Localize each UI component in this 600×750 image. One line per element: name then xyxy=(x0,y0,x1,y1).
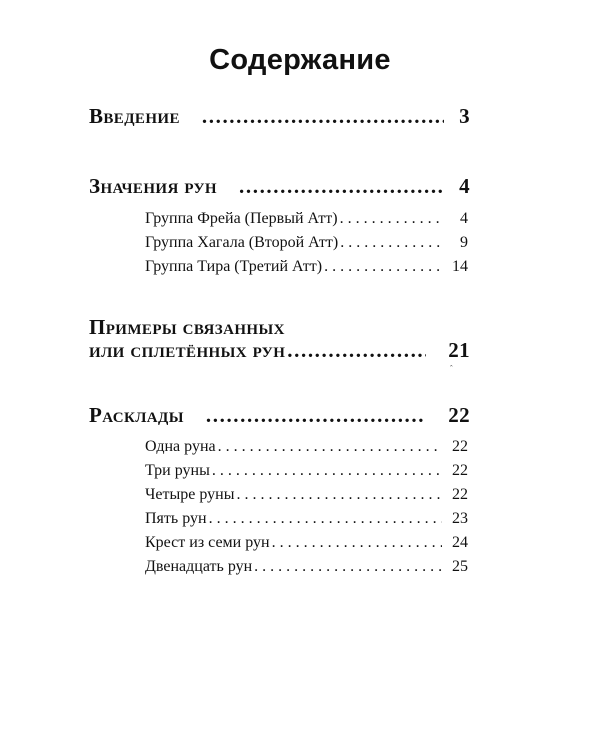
toc-section-label: Расклады xyxy=(89,403,184,427)
toc-section-spreads[interactable] xyxy=(89,403,470,428)
toc-item-label: Одна руна xyxy=(145,438,216,455)
toc-item-label: Три руны xyxy=(145,462,210,479)
toc-section-rune-meanings[interactable] xyxy=(89,174,470,199)
toc-item[interactable] xyxy=(145,438,468,456)
toc-page-number: 14 xyxy=(452,258,468,275)
toc-item-label: Двенадцать рун xyxy=(145,558,253,575)
toc-section-introduction[interactable] xyxy=(89,104,470,129)
toc-item[interactable] xyxy=(145,258,468,276)
toc-section-label: Введение xyxy=(89,104,180,128)
toc-item[interactable] xyxy=(145,510,468,528)
toc-item-label: Группа Фрейа (Первый Атт) xyxy=(145,210,338,227)
toc-page-number: 9 xyxy=(460,234,468,251)
toc-page-number: 22 xyxy=(452,486,468,503)
page-title: Содержание xyxy=(209,44,391,76)
toc-item-label: Пять рун xyxy=(145,510,207,527)
toc-item[interactable] xyxy=(145,210,468,228)
toc-section-label: или сплетённых рун xyxy=(89,338,286,362)
toc-section-label: Значения рун xyxy=(89,174,218,198)
toc-item[interactable] xyxy=(145,534,468,552)
printing-mark: ˆ xyxy=(450,364,453,373)
toc-item-label: Крест из семи рун xyxy=(145,534,270,551)
toc-page-number: 22 xyxy=(448,403,470,427)
toc-item[interactable] xyxy=(145,558,468,576)
dot-leader xyxy=(340,234,442,252)
dot-leader xyxy=(218,438,442,456)
dot-leader xyxy=(209,510,442,528)
dot-leader xyxy=(212,462,442,480)
toc-item[interactable] xyxy=(145,462,468,480)
dot-leader xyxy=(324,258,442,276)
toc-item[interactable] xyxy=(145,486,468,504)
toc-page-number: 4 xyxy=(460,210,468,227)
dot-leader xyxy=(272,534,442,552)
toc-page-number: 22 xyxy=(452,462,468,479)
toc-page-number: 22 xyxy=(452,438,468,455)
toc-page-number: 24 xyxy=(452,534,468,551)
toc-page-number: 23 xyxy=(452,510,468,527)
toc-page-number: 3 xyxy=(459,104,470,128)
toc-section-linked-runes[interactable] xyxy=(89,338,470,363)
toc-item-label: Четыре руны xyxy=(145,486,235,503)
toc-item-label: Группа Хагала (Второй Атт) xyxy=(145,234,339,251)
dot-leader xyxy=(254,558,442,576)
toc-item[interactable] xyxy=(145,234,468,252)
toc-page-number: 4 xyxy=(459,174,470,198)
dot-leader xyxy=(206,403,426,428)
toc-item-label: Группа Тира (Третий Атт) xyxy=(145,258,323,275)
toc-section-linked-runes-line1[interactable]: Примеры связанных xyxy=(89,315,285,339)
dot-leader xyxy=(202,104,444,129)
toc-page-number: 25 xyxy=(452,558,468,575)
dot-leader xyxy=(239,174,444,199)
dot-leader xyxy=(340,210,442,228)
dot-leader xyxy=(287,338,426,363)
dot-leader xyxy=(236,486,442,504)
toc-page-number: 21 xyxy=(448,338,470,362)
